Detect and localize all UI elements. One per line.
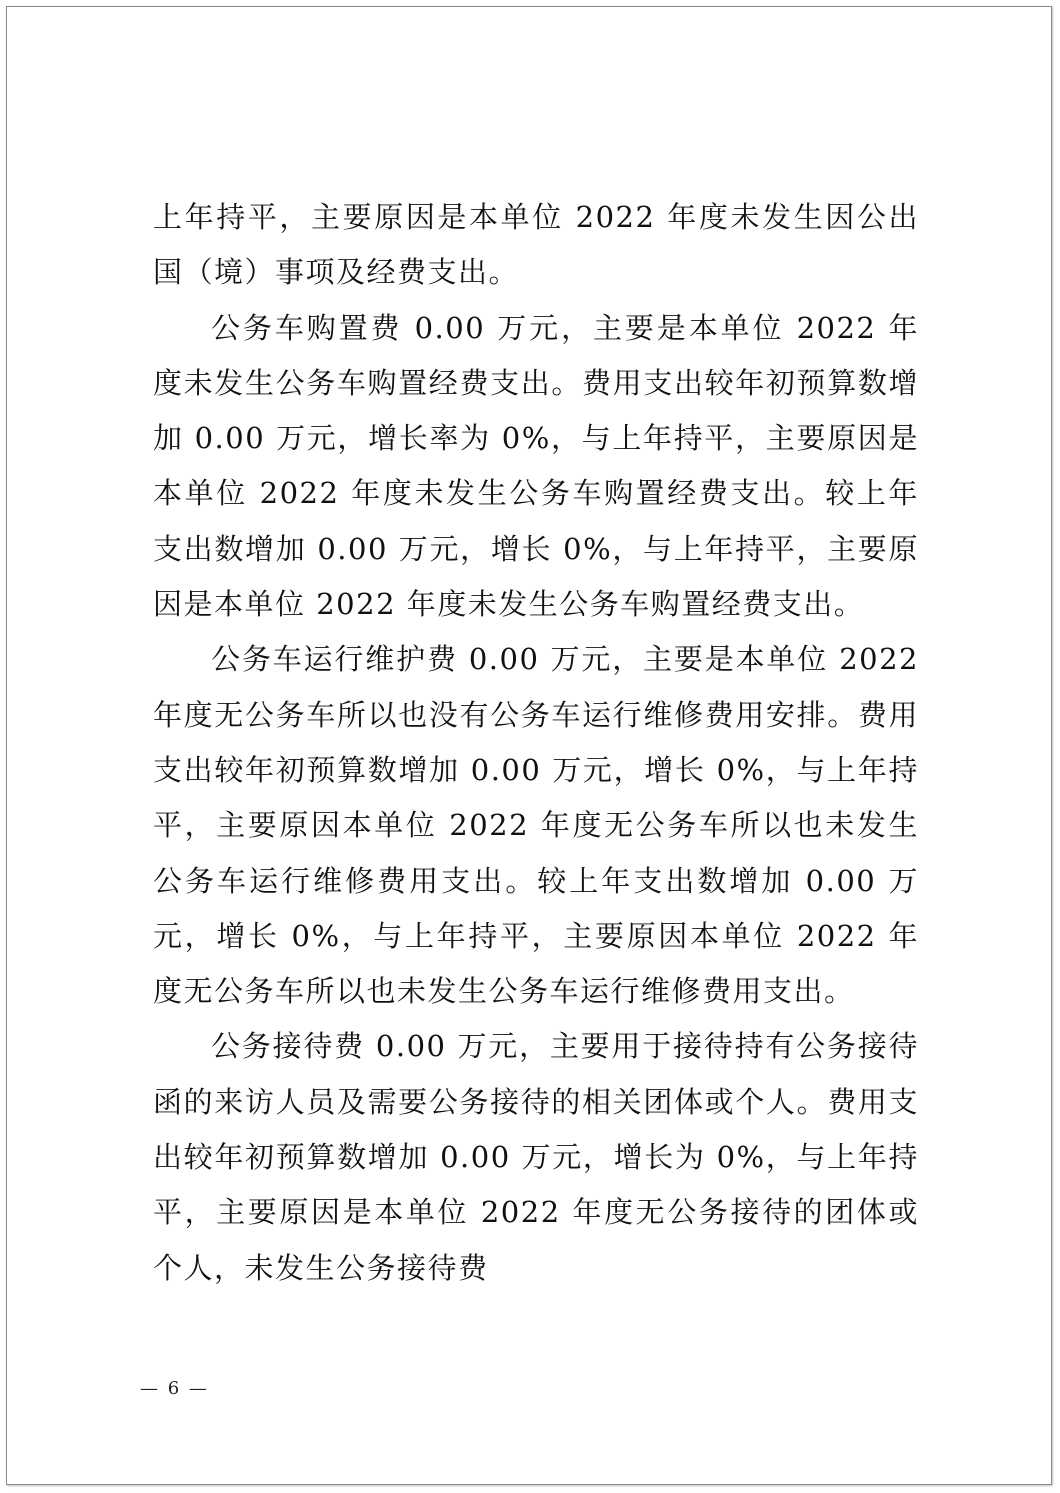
paragraph-continuation: 上年持平，主要原因是本单位 2022 年度未发生因公出国（境）事项及经费支出。 [153, 200, 919, 290]
document-body [153, 190, 919, 1296]
paragraph-reception: 公务接待费 0.00 万元，主要用于接待持有公务接待函的来访人员及需要公务接待的相关团体或个人。费用支出较年初预算数增加 0.00 万元，增长为 0%，与上年持平，主要原因是本单位 2022 年度无公务接待的团体或个人，未发生公务接待费 [153, 1029, 919, 1285]
paragraph-vehicle-maintenance: 公务车运行维护费 0.00 万元，主要是本单位 2022 年度无公务车所以也没有公务车运行维修费用安排。费用支出较年初预算数增加 0.00 万元，增长 0%，与上年持平，主要原因本单位 2022 年度无公务车所以也未发生公务车运行维修费用支出。较上年支出数增加 0.00 万元，增长 0%，与上年持平，主要原因本单位 2022 年度无公务车所以也未发生公务车运行维修费用支出。 [153, 642, 919, 1009]
page-number: — 6 — [140, 1378, 209, 1399]
paragraph-vehicle-purchase: 公务车购置费 0.00 万元，主要是本单位 2022 年度未发生公务车购置经费支出。费用支出较年初预算数增加 0.00 万元，增长率为 0%，与上年持平，主要原因是本单位 2022 年度未发生公务车购置经费支出。较上年支出数增加 0.00 万元，增长 0%，与上年持平，主要原因是本单位 2022 年度未发生公务车购置经费支出。 [153, 310, 919, 622]
